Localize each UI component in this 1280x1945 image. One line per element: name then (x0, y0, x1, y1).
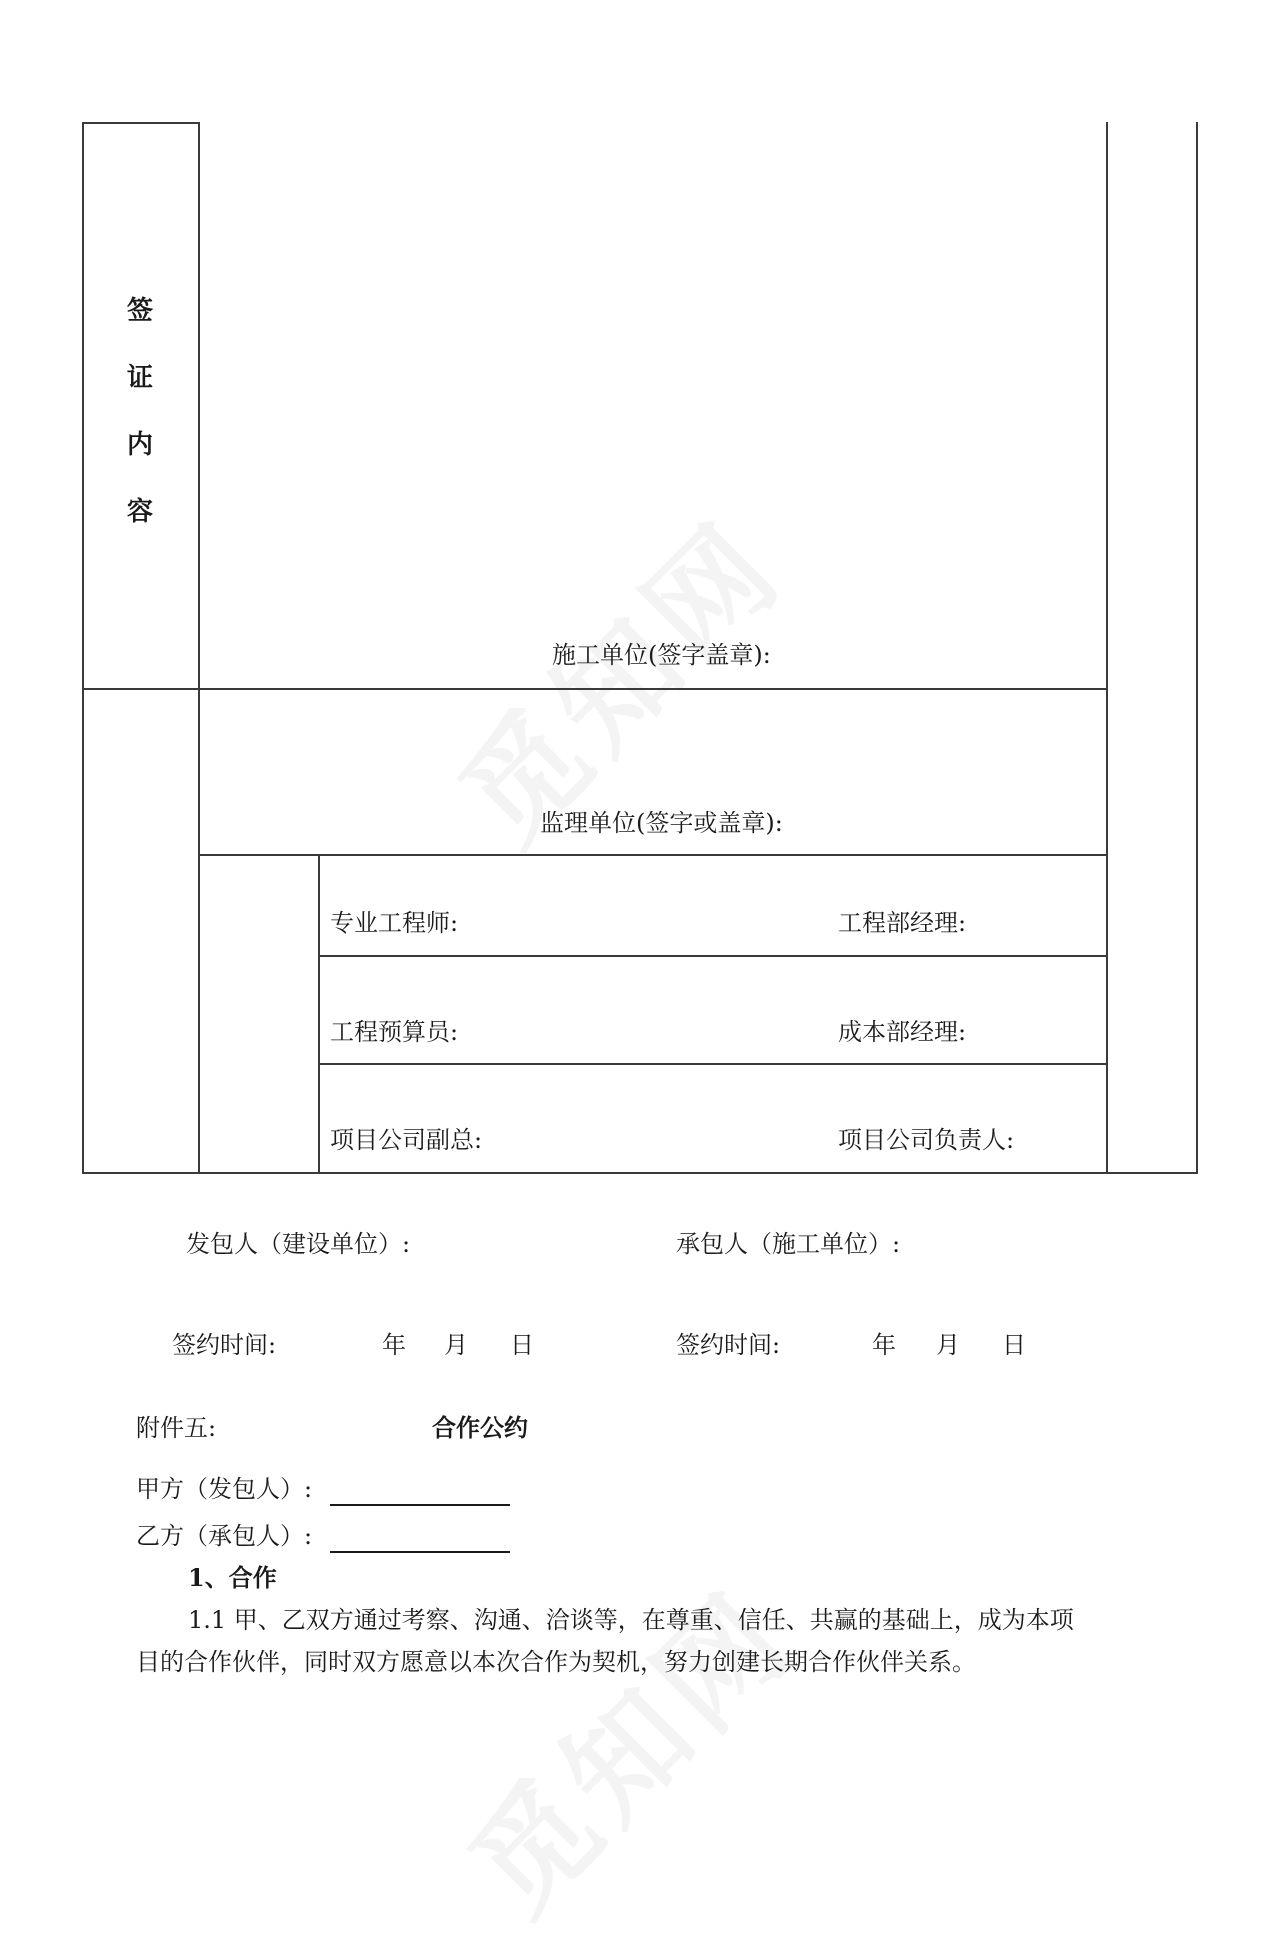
approval-left-label: 工程预算员: (330, 1018, 459, 1046)
section-label-char: 容 (126, 497, 153, 527)
party-b-label: 乙方（承包人）: (136, 1522, 313, 1550)
table-border (318, 955, 1108, 957)
table-border (198, 854, 1108, 856)
sign-time-label: 签约时间: (676, 1331, 781, 1359)
attachment-label: 附件五: (136, 1414, 217, 1442)
section-label-char: 内 (126, 430, 153, 460)
party-a-label: 甲方（发包人）: (136, 1475, 313, 1503)
month-label: 月 (444, 1331, 468, 1359)
contractor-signature-label: 施工单位(签字盖章): (552, 641, 771, 669)
table-border (1106, 122, 1108, 1174)
contractor-label: 承包人（施工单位）: (676, 1230, 901, 1258)
year-label: 年 (872, 1331, 896, 1359)
approval-left-label: 专业工程师: (330, 909, 459, 937)
employer-label: 发包人（建设单位）: (186, 1230, 411, 1258)
approval-right-label: 成本部经理: (838, 1018, 967, 1046)
paragraph-line: 1.1 甲、乙双方通过考察、沟通、洽谈等，在尊重、信任、共赢的基础上，成为本项 (188, 1606, 1074, 1634)
attachment-title: 合作公约 (432, 1413, 528, 1442)
month-label: 月 (936, 1331, 960, 1359)
table-border (82, 122, 200, 124)
supervisor-signature-label: 监理单位(签字或盖章): (540, 809, 783, 837)
table-border (198, 122, 200, 1174)
table-border (82, 122, 84, 1174)
approval-right-label: 工程部经理: (838, 909, 967, 937)
table-border (82, 688, 1108, 690)
day-label: 日 (1002, 1331, 1026, 1359)
section-label-char: 签 (126, 296, 153, 326)
section-heading: 1、合作 (188, 1563, 277, 1592)
paragraph-line: 目的合作伙伴，同时双方愿意以本次合作为契机，努力创建长期合作伙伴关系。 (136, 1648, 976, 1676)
day-label: 日 (510, 1331, 534, 1359)
party-a-blank (330, 1504, 510, 1506)
year-label: 年 (382, 1331, 406, 1359)
party-b-blank (330, 1551, 510, 1553)
table-border (82, 1172, 1198, 1174)
table-border (318, 855, 320, 1174)
table-border (1196, 122, 1198, 1174)
section-label-char: 证 (126, 363, 153, 393)
approval-right-label: 项目公司负责人: (838, 1126, 1015, 1154)
approval-left-label: 项目公司副总: (330, 1126, 483, 1154)
sign-time-label: 签约时间: (172, 1331, 277, 1359)
table-border (318, 1063, 1108, 1065)
